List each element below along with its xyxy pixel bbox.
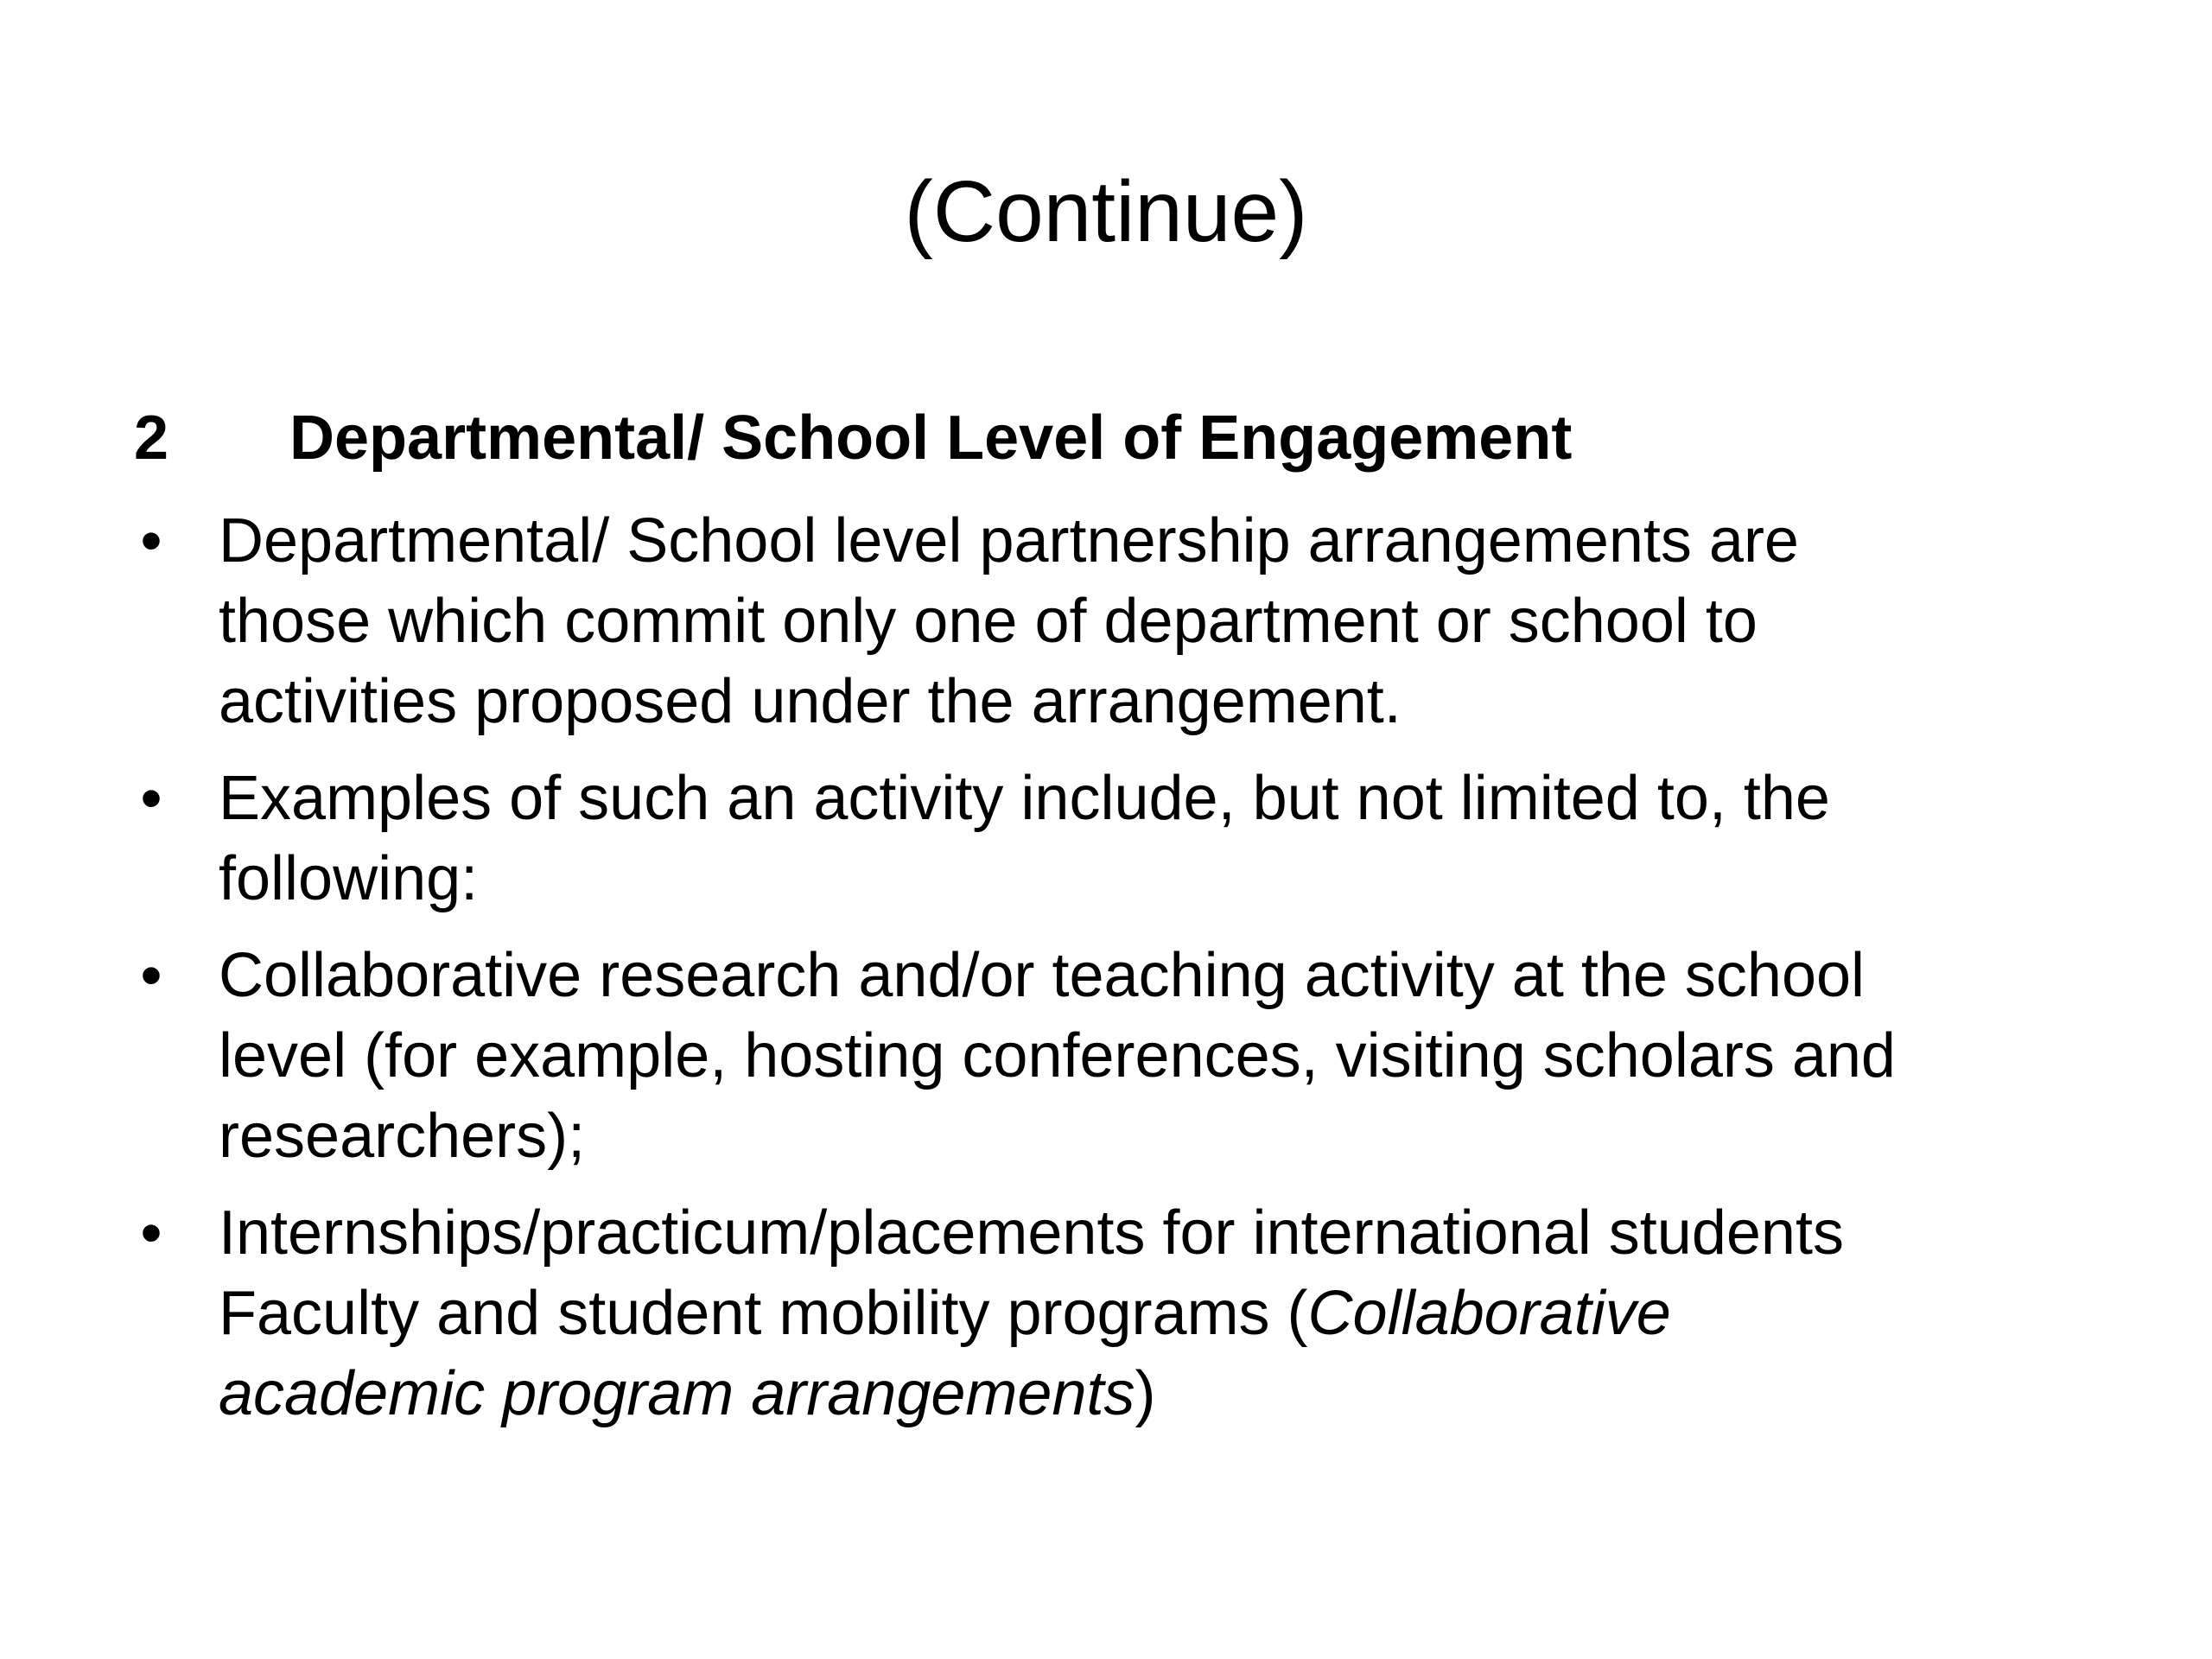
- bullet-text-line: level (for example, hosting conferences, visiting scholars and: [219, 1021, 1896, 1090]
- bullet-icon: •: [140, 506, 162, 575]
- bullet-italic-text: academic program arrangements: [219, 1359, 1135, 1428]
- slide-title: (Continue): [904, 163, 1308, 260]
- list-item: [0, 759, 2212, 919]
- bullet-text-line: activities proposed under the arrangement.: [219, 667, 1402, 736]
- bullet-icon: •: [140, 764, 162, 833]
- bullet-text-line: [219, 1274, 2143, 1354]
- list-item: [0, 1193, 2212, 1434]
- bullet-list: [0, 501, 2212, 1451]
- list-item: [0, 936, 2212, 1177]
- section-number: 2: [134, 404, 169, 473]
- section-heading-text: Departmental/ School Level of Engagement: [289, 404, 1573, 473]
- bullet-text-line: researchers);: [219, 1102, 586, 1171]
- bullet-icon: •: [140, 941, 162, 1010]
- bullet-text-line: Collaborative research and/or teaching activity at the school: [219, 941, 1866, 1010]
- section-heading: [134, 399, 1572, 477]
- bullet-text-line: those which commit only one of department or school to: [219, 587, 1758, 656]
- bullet-italic-text: Collaborative: [1307, 1279, 1671, 1348]
- bullet-text-line: Internships/practicum/placements for international students: [219, 1198, 1844, 1268]
- bullet-text-line: Examples of such an activity include, but not limited to, the: [219, 764, 1830, 833]
- bullet-text-line: [219, 1354, 2143, 1434]
- bullet-text-segment: Faculty and student mobility programs (: [219, 1279, 1308, 1348]
- bullet-text-segment: ): [1135, 1359, 1156, 1428]
- bullet-icon: •: [140, 1198, 162, 1268]
- list-item: [0, 501, 2212, 742]
- bullet-text-line: following:: [219, 844, 479, 913]
- bullet-text-line: Departmental/ School level partnership arrangements are: [219, 506, 1799, 575]
